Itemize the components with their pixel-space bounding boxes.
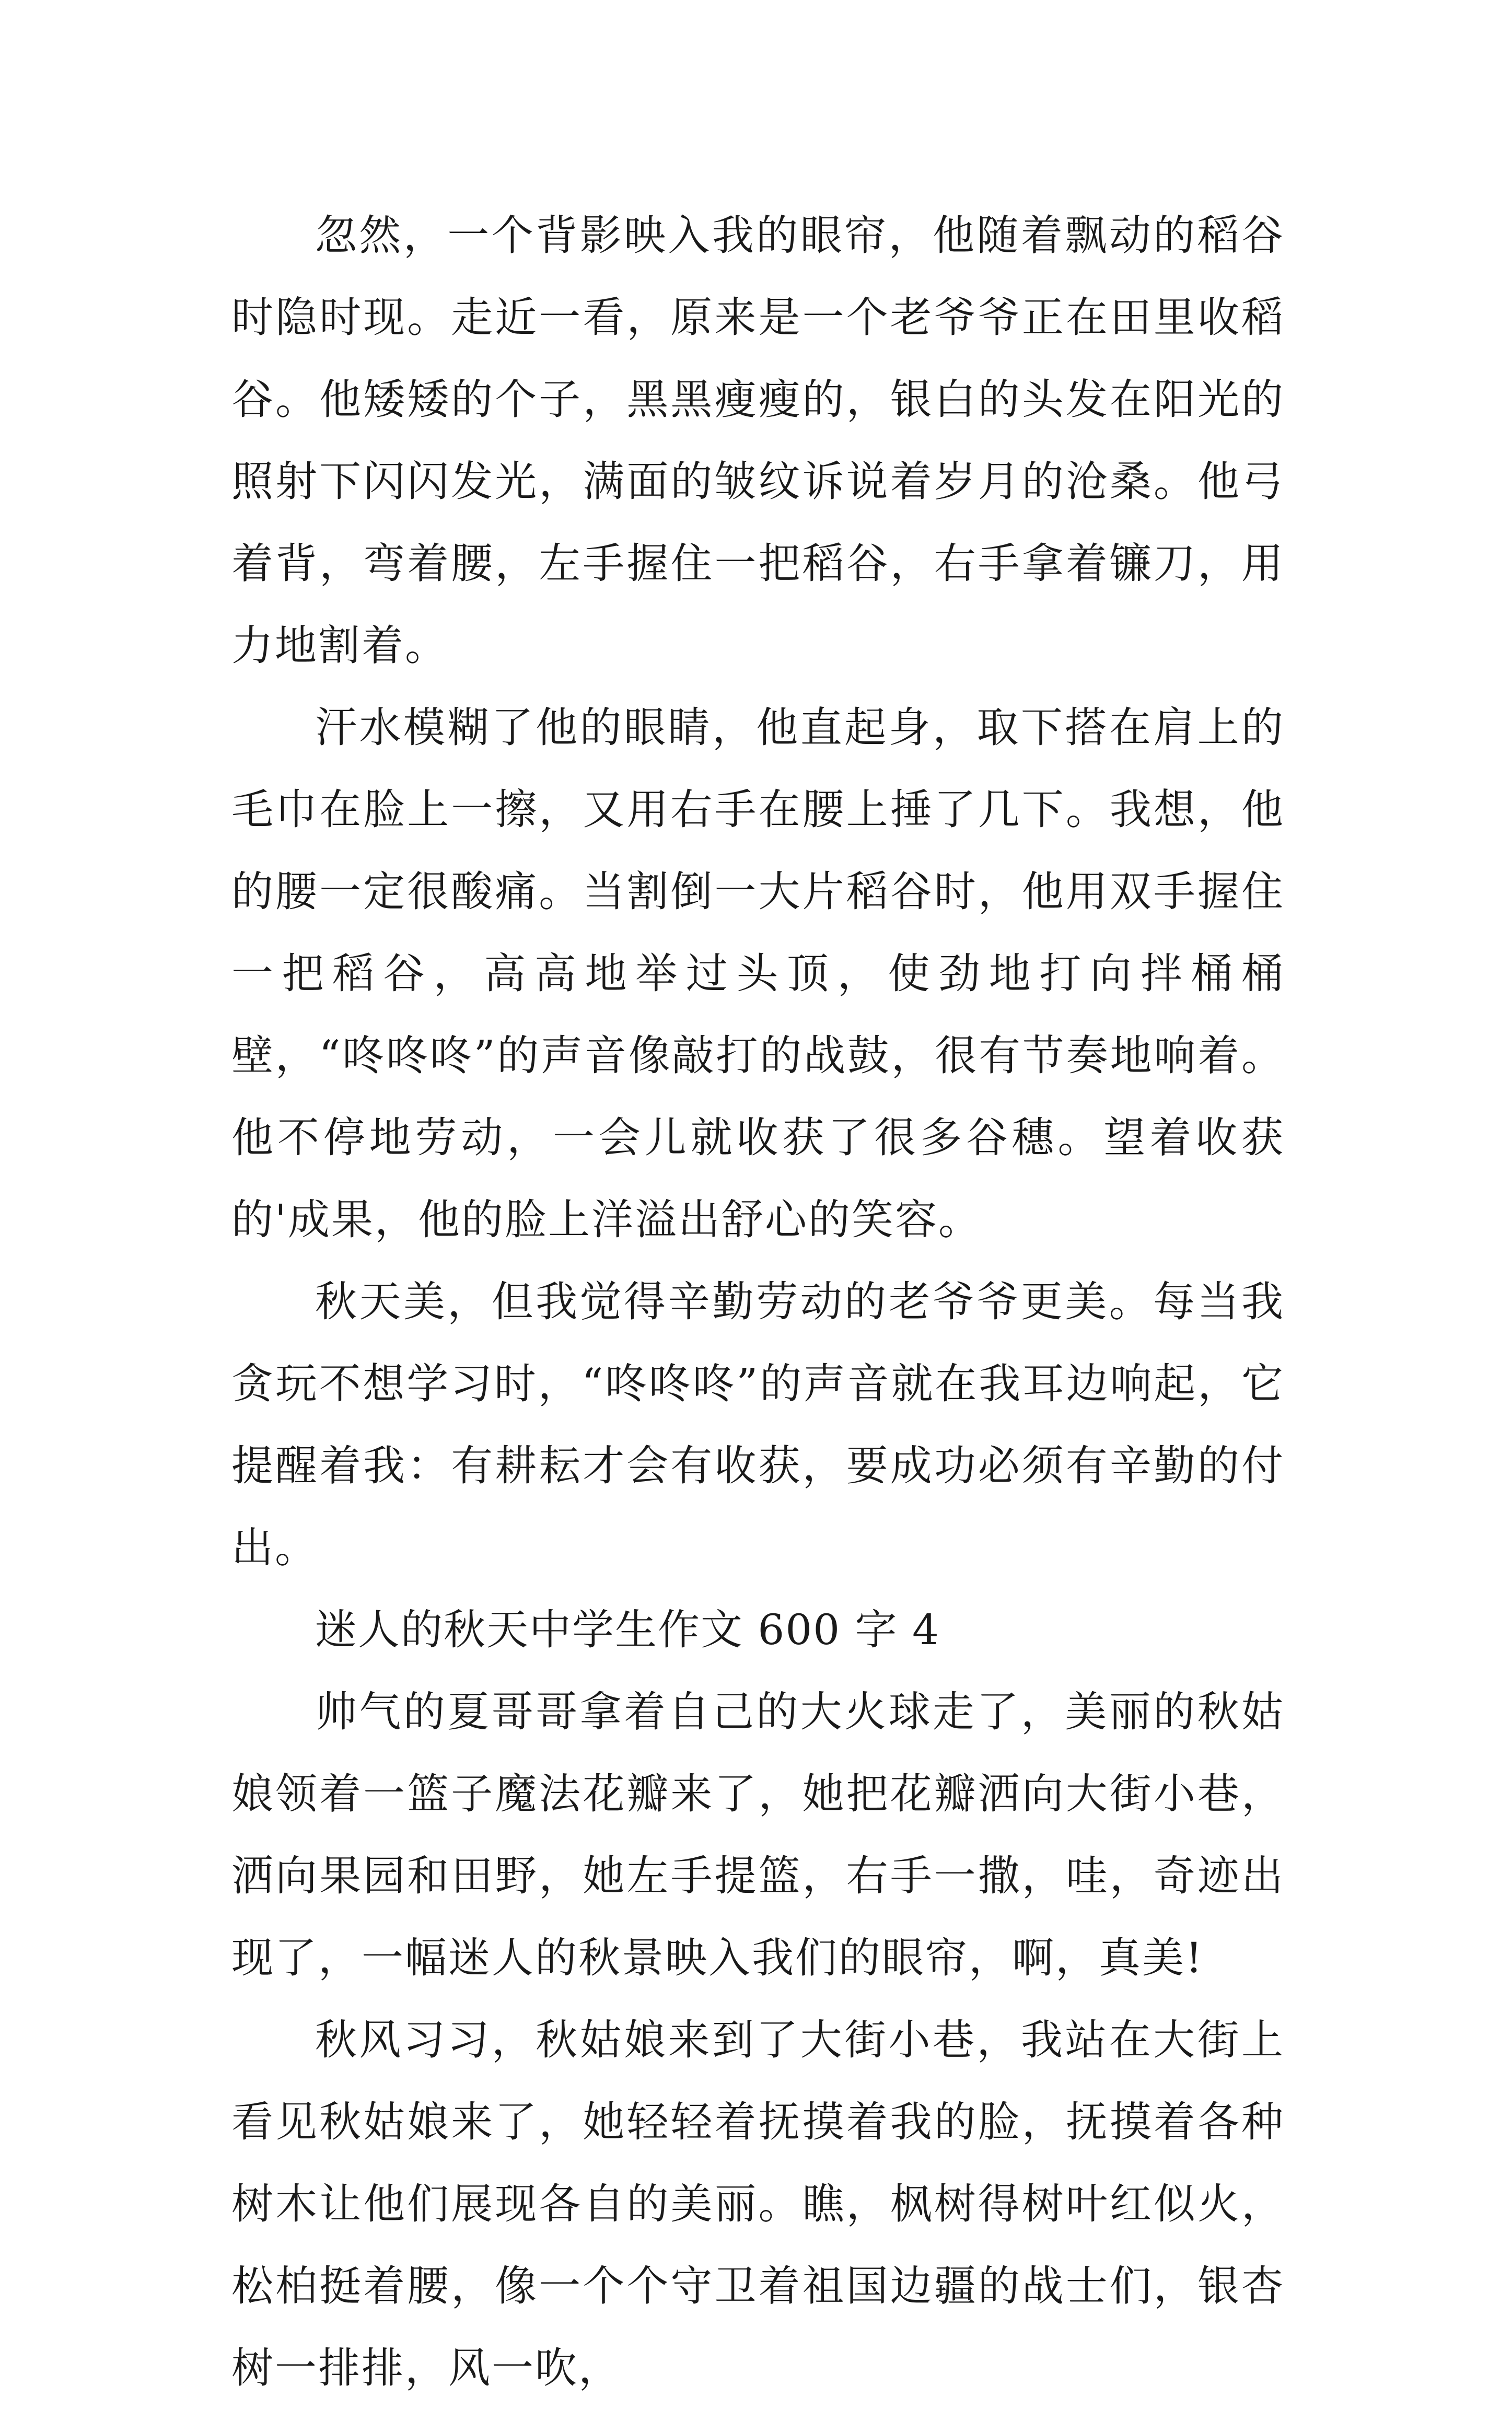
document-body <box>231 194 1285 2409</box>
paragraph-autumn-girl-arrives: 帅气的夏哥哥拿着自己的大火球走了，美丽的秋姑娘领着一篮子魔法花瓣来了，她把花瓣洒向大街小巷，洒向果园和田野，她左手提篮，右手一撒，哇，奇迹出现了，一幅迷人的秋景映入我们的眼帘，啊，真美! <box>231 1688 1285 1982</box>
paragraph-sweat-and-drumming: 汗水模糊了他的眼睛，他直起身，取下搭在肩上的毛巾在脸上一擦，又用右手在腰上捶了几下。我想，他的腰一定很酸痛。当割倒一大片稻谷时，他用双手握住一把稻谷，高高地举过头顶，使劲地打向拌桶桶壁，“咚咚咚”的声音像敲打的战鼓，很有节奏地响着。他不停地劳动，一会儿就收获了很多谷穗。望着收获的'成果，他的脸上洋溢出舒心的笑容。 <box>231 703 1285 1244</box>
section-heading: 迷人的秋天中学生作文 600 字 4 <box>315 1605 940 1654</box>
paragraph-hard-work-reflection: 秋天美，但我觉得辛勤劳动的老爷爷更美。每当我贪玩不想学习时，“咚咚咚”的声音就在我耳边响起，它提醒着我：有耕耘才会有收获，要成功必须有辛勤的付出。 <box>231 1277 1285 1572</box>
paragraph-old-man-harvesting: 忽然，一个背影映入我的眼帘，他随着飘动的稻谷时隐时现。走近一看，原来是一个老爷爷正在田里收稻谷。他矮矮的个子，黑黑瘦瘦的，银白的头发在阳光的照射下闪闪发光，满面的皱纹诉说着岁月的沧桑。他弓着背，弯着腰，左手握住一把稻谷，右手拿着镰刀，用力地割着。 <box>231 211 1285 670</box>
paragraph-autumn-wind-trees: 秋风习习，秋姑娘来到了大街小巷，我站在大街上看见秋姑娘来了，她轻轻着抚摸着我的脸，抚摸着各种树木让他们展现各自的美丽。瞧，枫树得树叶红似火，松柏挺着腰，像一个个守卫着祖国边疆的战士们，银杏树一排排，风一吹， <box>231 2016 1285 2392</box>
